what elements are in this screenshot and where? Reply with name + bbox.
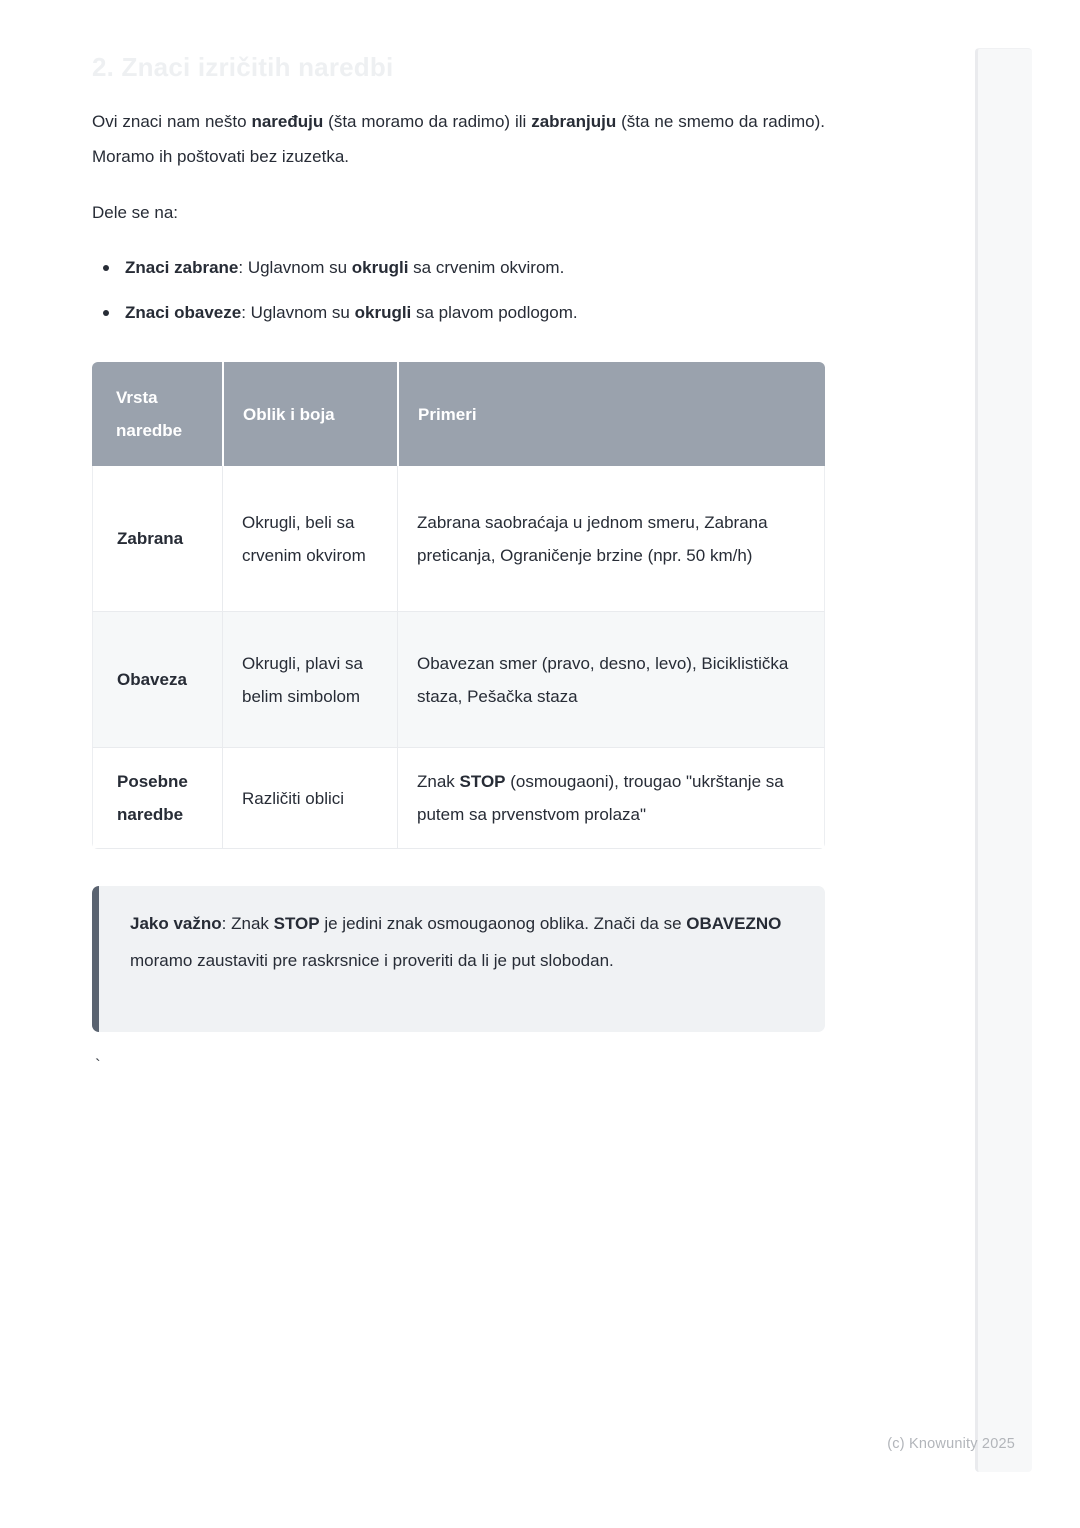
intro-paragraph: Ovi znaci nam nešto naređuju (šta moramo da radimo) ili zabranjuju (šta ne smemo da radimo). Moramo ih poštovati bez izuzetka. — [92, 112, 825, 166]
cell-examples: Znak STOP (osmougaoni), trougao "ukrštanje sa putem sa prvenstvom prolaza" — [397, 748, 825, 849]
cell-shape: Okrugli, plavi sa belim simbolom — [222, 612, 397, 748]
cell-type: Zabrana — [92, 466, 222, 612]
signs-table — [92, 362, 825, 849]
cell-shape: Okrugli, beli sa crvenim okvirom — [222, 466, 397, 612]
list-item — [92, 250, 825, 285]
callout-text: Jako važno: Znak STOP je jedini znak osmougaonog oblika. Znači da se OBAVEZNO moramo zaustaviti pre raskrsnice i proveriti da li je put slobodan. — [130, 914, 782, 970]
list-item — [92, 295, 825, 330]
cell-type: Posebne naredbe — [92, 748, 222, 849]
list-intro-text: Dele se na: — [92, 203, 178, 222]
list-item-text: Znaci obaveze: Uglavnom su okrugli sa plavom podlogom. — [125, 303, 578, 322]
scrollbar-track[interactable] — [975, 48, 1032, 1472]
footer-copyright: (c) Knowunity 2025 — [887, 1436, 1015, 1452]
list-item-text: Znaci zabrane: Uglavnom su okrugli sa crvenim okvirom. — [125, 258, 565, 277]
column-header-primeri: Primeri — [397, 362, 825, 466]
table-row — [92, 466, 825, 612]
cell-examples: Obavezan smer (pravo, desno, levo), Biciklistička staza, Pešačka staza — [397, 612, 825, 748]
important-note-callout — [92, 886, 825, 1032]
cell-examples: Zabrana saobraćaja u jednom smeru, Zabrana preticanja, Ograničenje brzine (npr. 50 km/h) — [397, 466, 825, 612]
stray-backtick-character: ` — [95, 1056, 101, 1075]
cell-type: Obaveza — [92, 612, 222, 748]
sign-types-list — [92, 250, 825, 340]
section-heading: 2. Znaci izričitih naredbi — [92, 52, 394, 82]
table-header-row — [92, 362, 825, 466]
column-header-vrsta-naredbe: Vrsta naredbe — [92, 362, 222, 466]
bullet-dot-icon — [103, 265, 109, 271]
table-row — [92, 612, 825, 748]
column-header-oblik-i-boja: Oblik i boja — [222, 362, 397, 466]
table-row — [92, 748, 825, 849]
cell-shape: Različiti oblici — [222, 748, 397, 849]
bullet-dot-icon — [103, 310, 109, 316]
